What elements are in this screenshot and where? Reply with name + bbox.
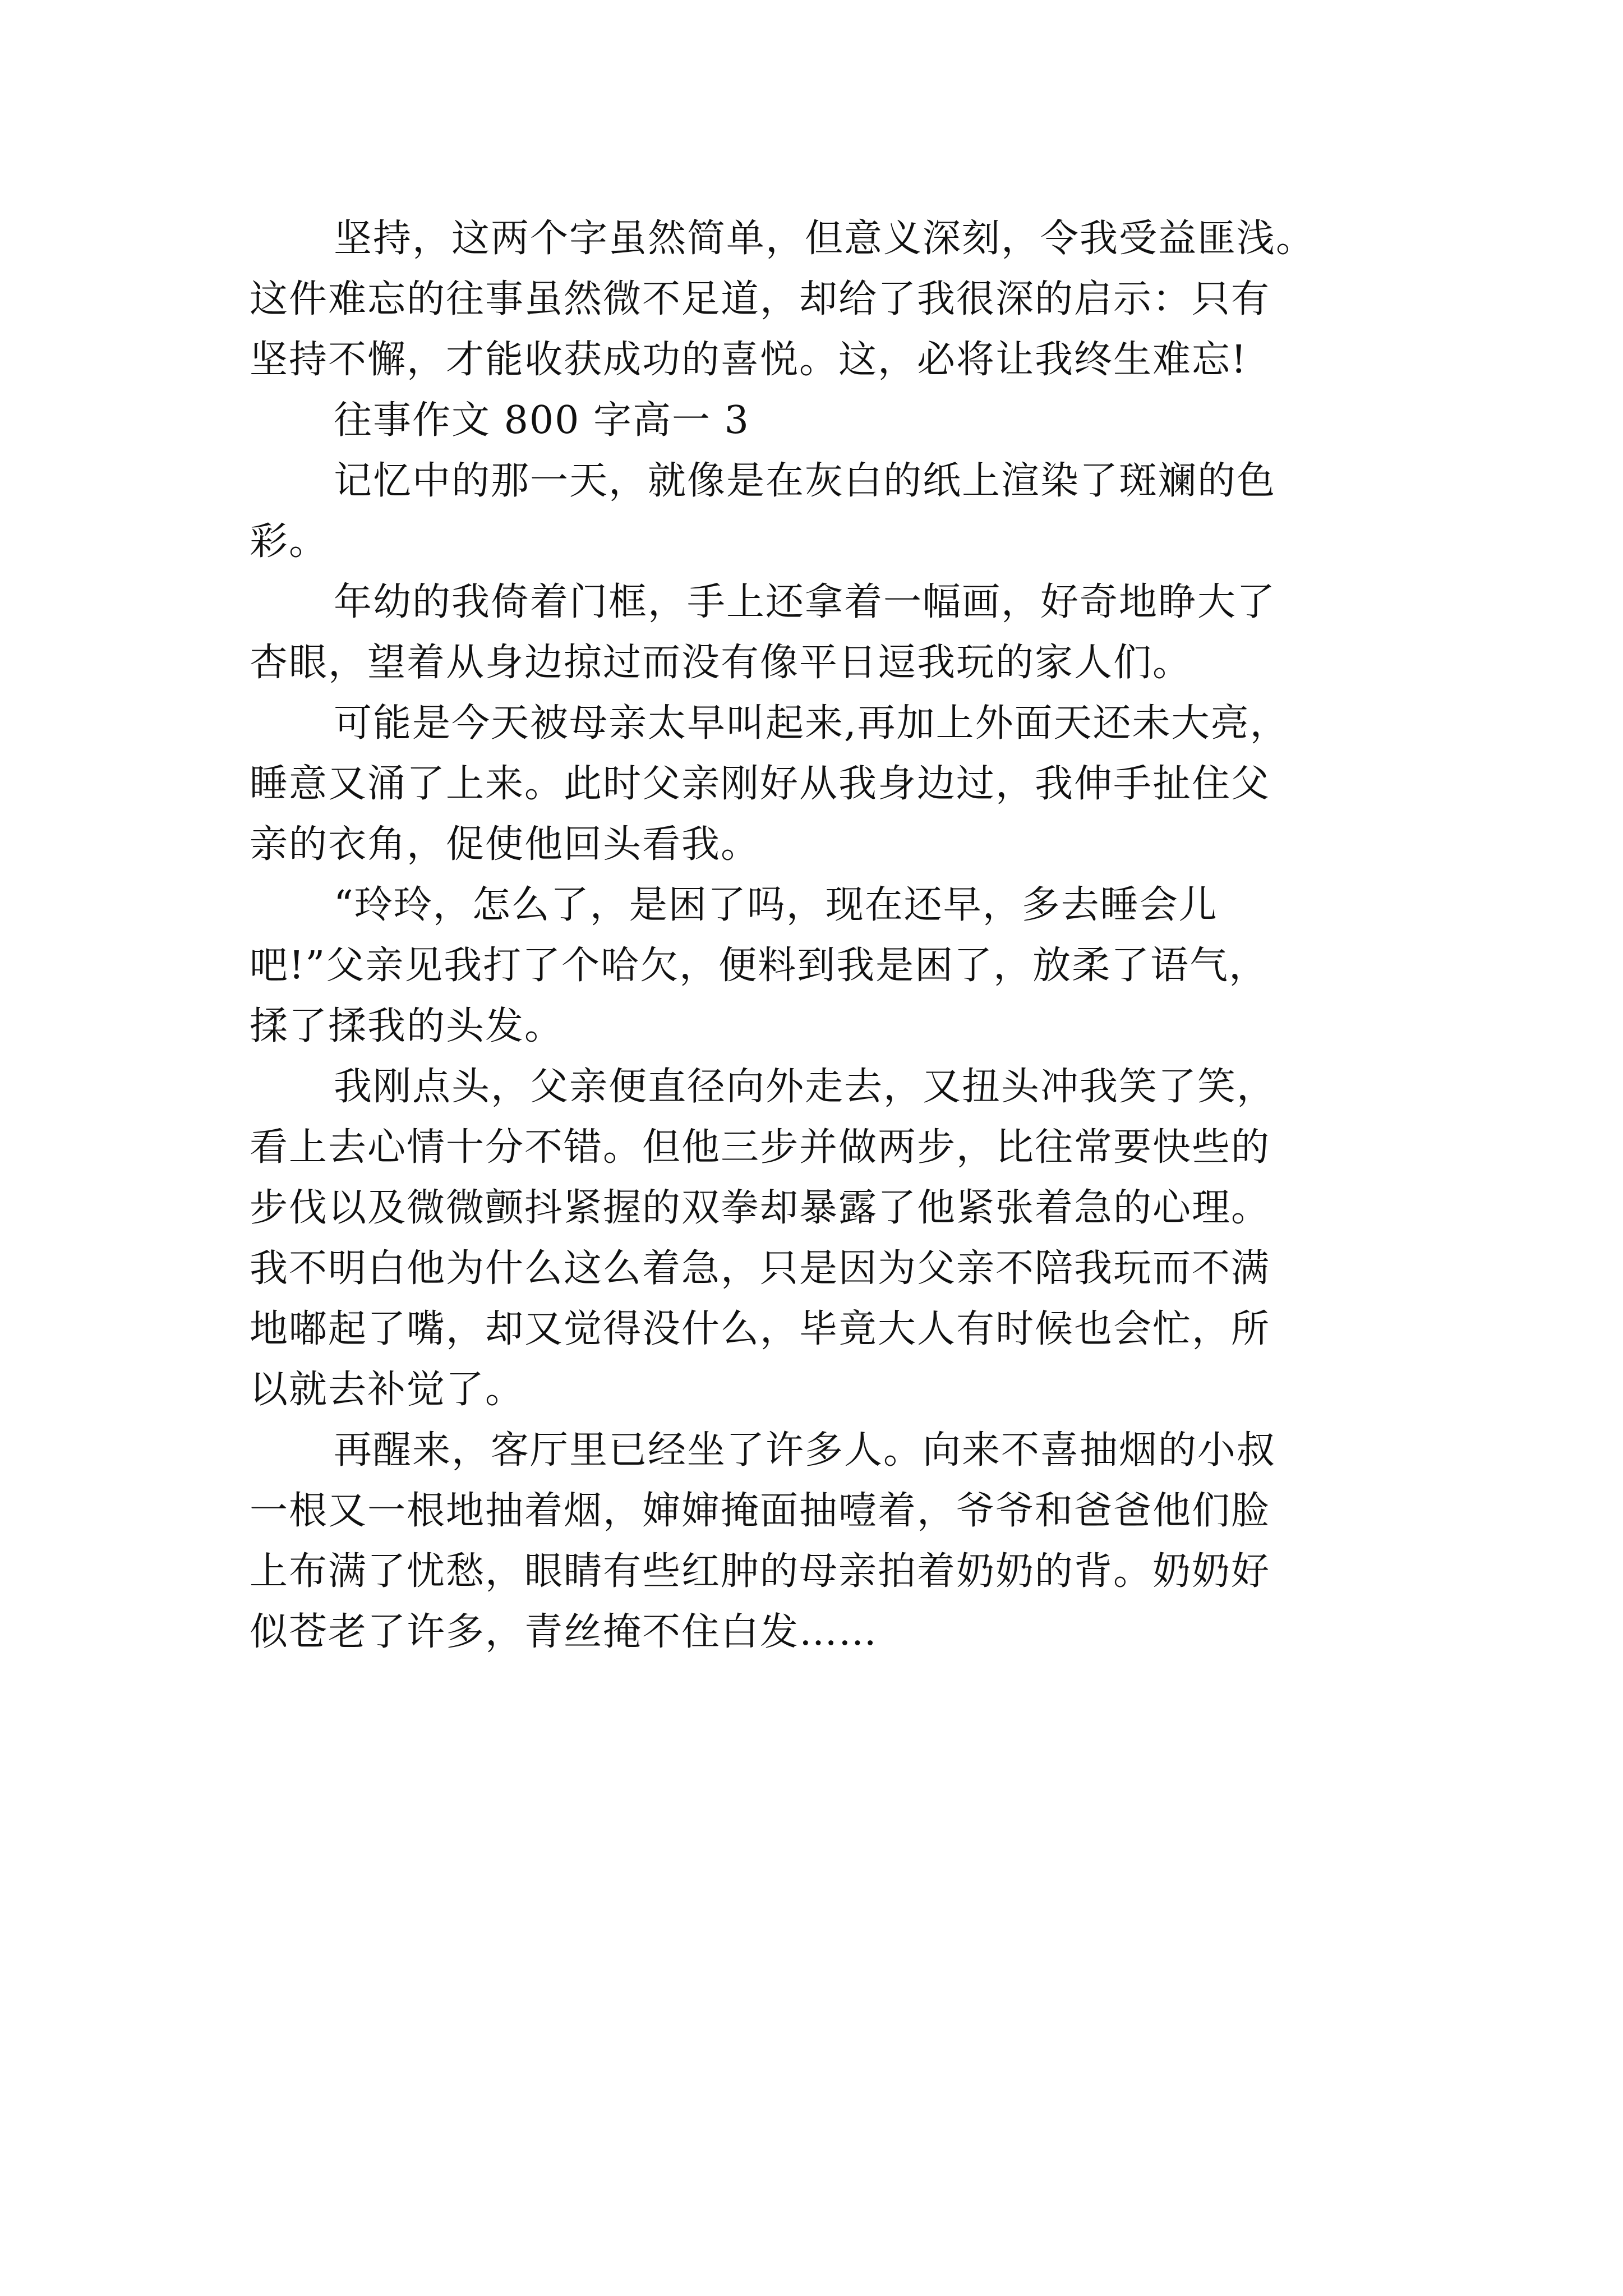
text-line: 吧!”父亲见我打了个哈欠，便料到我是困了，放柔了语气， [250,944,1269,988]
text-line: 揉了揉我的头发。 [250,1004,564,1048]
text-line: 我刚点头，父亲便直径向外走去，又扭头冲我笑了笑， [334,1065,1276,1109]
text-line: 记忆中的那一天，就像是在灰白的纸上渲染了斑斓的色 [334,459,1276,503]
text-line: 看上去心情十分不错。但他三步并做两步，比往常要快些的 [250,1125,1271,1170]
text-line: 再醒来，客厅里已经坐了许多人。向来不喜抽烟的小叔 [334,1428,1276,1473]
document-body [250,209,1394,1663]
text-line: “玲玲，怎么了，是困了吗，现在还早，多去睡会儿 [334,883,1218,927]
text-line: 坚持不懈，才能收获成功的喜悦。这，必将让我终生难忘! [250,338,1248,382]
text-line: 年幼的我倚着门框，手上还拿着一幅画，好奇地睁大了 [334,580,1276,624]
text-line: 坚持，这两个字虽然简单，但意义深刻，令我受益匪浅。 [334,217,1316,261]
text-line: 这件难忘的往事虽然微不足道，却给了我很深的启示：只有 [250,277,1271,321]
text-line: 上布满了忧愁，眼睛有些红肿的母亲拍着奶奶的背。奶奶好 [250,1549,1271,1594]
text-line: 以就去补觉了。 [250,1368,525,1412]
text-line: 可能是今天被母亲太早叫起来,再加上外面天还未大亮， [334,701,1289,746]
text-line: 步伐以及微微颤抖紧握的双拳却暴露了他紧张着急的心理。 [250,1186,1271,1230]
text-line: 睡意又涌了上来。此时父亲刚好从我身边过，我伸手扯住父 [250,762,1271,806]
text-line: 我不明白他为什么这么着急，只是因为父亲不陪我玩而不满 [250,1246,1271,1291]
text-line: 似苍老了许多，青丝掩不住白发…… [250,1610,878,1654]
text-line: 亲的衣角，促使他回头看我。 [250,822,760,867]
text-line: 地嘟起了嘴，却又觉得没什么，毕竟大人有时候也会忙，所 [250,1307,1271,1351]
section-heading: 往事作文 800 字高一 3 [334,398,750,443]
text-line: 彩。 [250,519,329,564]
text-line: 一根又一根地抽着烟，婶婶掩面抽噎着，爷爷和爸爸他们脸 [250,1489,1271,1533]
text-line: 杏眼，望着从身边掠过而没有像平日逗我玩的家人们。 [250,641,1192,685]
